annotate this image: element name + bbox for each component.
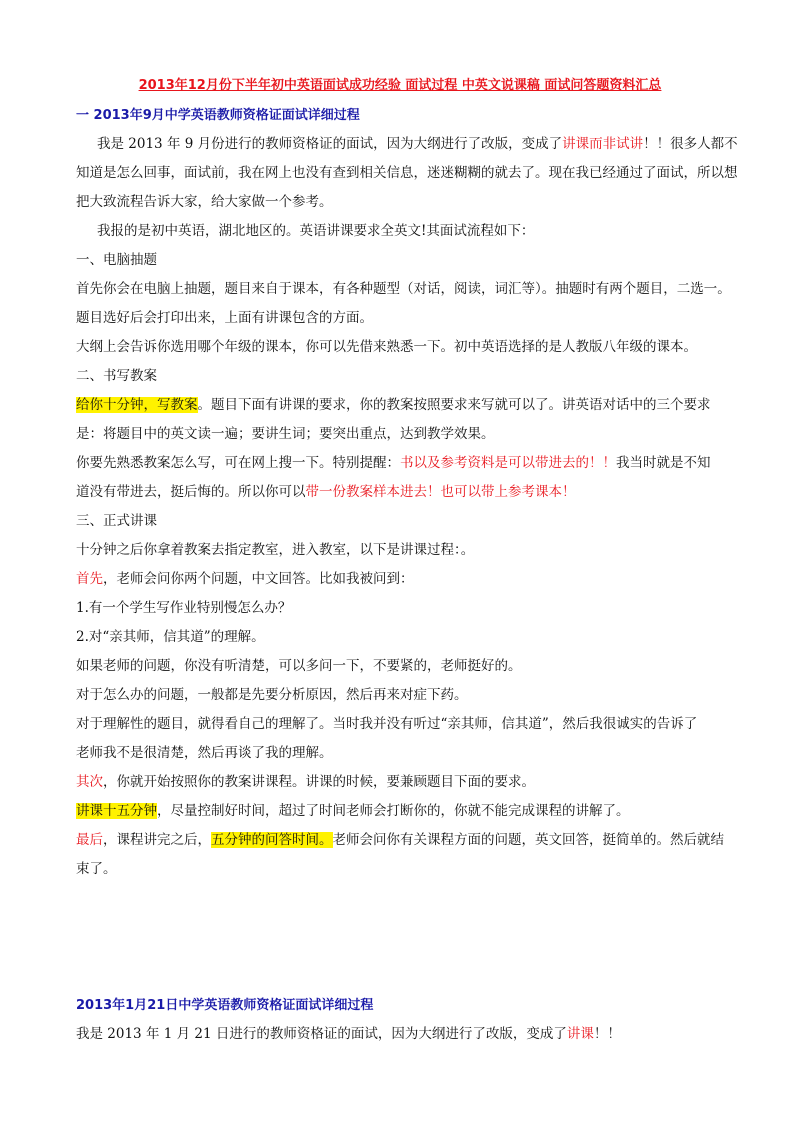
paragraph-1-line-3: 把大致流程告诉大家，给大家做一个参考。 bbox=[76, 194, 333, 210]
paragraph-6-line-1: 你要先熟悉教案怎么写，可在网上搜一下。特别提醒：书以及参考资料是可以带进去的！！我当时就是不知 bbox=[76, 455, 711, 471]
paragraph-3-line-1: 首先你会在电脑上抽题，题目来自于课本，有各种题型（对话，阅读，词汇等）。抽题时有两个题目，二选一。 bbox=[76, 281, 731, 297]
question-2: 2.对“亲其师，信其道”的理解。 bbox=[76, 629, 265, 645]
paragraph-14-line-1: 最后，课程讲完之后，五分钟的问答时间。老师会问你有关课程方面的问题，英文回答，挺简单的。然后就结 bbox=[76, 832, 724, 848]
question-1: 1.有一个学生写作业特别慢怎么办？ bbox=[76, 600, 292, 616]
paragraph-11-line-1: 对于理解性的题目，就得看自己的理解了。当时我并没有听过“亲其师，信其道”，然后我很诚实的告诉了 bbox=[76, 716, 698, 732]
paragraph-13: 讲课十五分钟，尽量控制好时间，超过了时间老师会打断你的，你就不能完成课程的讲解了。 bbox=[76, 803, 630, 819]
paragraph-4: 大纲上会告诉你选用哪个年级的课本，你可以先借来熟悉一下。初中英语选择的是人教版八年级的课本。 bbox=[76, 339, 697, 355]
paragraph-7: 十分钟之后你拿着教案去指定教室，进入教室，以下是讲课过程：。 bbox=[76, 542, 475, 558]
document-title: 2013年12月份下半年初中英语面试成功经验 面试过程 中英文说课稿 面试问答题资料汇总 bbox=[138, 78, 662, 93]
paragraph-5-line-2: 是：将题目中的英文读一遍；要讲生词；要突出重点，达到教学效果。 bbox=[76, 426, 495, 442]
paragraph-11-line-2: 老师我不是很清楚，然后再谈了我的理解。 bbox=[76, 745, 333, 761]
paragraph-3-line-2: 题目选好后会打印出来，上面有讲课包含的方面。 bbox=[76, 310, 373, 326]
heading-lesson-plan: 二、书写教案 bbox=[76, 368, 157, 384]
section-1-heading: 一 2013年9月中学英语教师资格证面试详细过程 bbox=[76, 108, 360, 123]
section-2 bbox=[76, 991, 726, 1049]
paragraph-15: 我是 2013 年 1 月 21 日进行的教师资格证的面试，因为大纲进行了改版，变成了讲课！！ bbox=[76, 1026, 621, 1042]
paragraph-9: 如果老师的问题，你没有听清楚，可以多问一下，不要紧的，老师挺好的。 bbox=[76, 658, 522, 674]
paragraph-5-line-1: 给你十分钟，写教案。题目下面有讲课的要求，你的教案按照要求来写就可以了。讲英语对话中的三个要求 bbox=[76, 397, 711, 413]
paragraph-10: 对于怎么办的问题，一般都是先要分析原因，然后再来对症下药。 bbox=[76, 687, 468, 703]
paragraph-1-line-1: 我是 2013 年 9 月份进行的教师资格证的面试，因为大纲进行了改版，变成了讲课而非试讲！！很多人都不 bbox=[97, 136, 738, 152]
paragraph-2: 我报的是初中英语，湖北地区的。英语讲课要求全英文!其面试流程如下： bbox=[97, 223, 535, 239]
section-1 bbox=[76, 101, 738, 884]
section-2-heading: 2013年1月21日中学英语教师资格证面试详细过程 bbox=[76, 998, 374, 1013]
paragraph-12: 其次，你就开始按照你的教案讲课程。讲课的时候，要兼顾题目下面的要求。 bbox=[76, 774, 535, 790]
paragraph-6-line-2: 道没有带进去，挺后悔的。所以你可以带一份教案样本进去！也可以带上参考课本！ bbox=[76, 484, 576, 500]
paragraph-1-line-2: 知道是怎么回事，面试前，我在网上也没有查到相关信息，迷迷糊糊的就去了。现在我已经通过了面试，所以想 bbox=[76, 165, 738, 181]
heading-formal-lecture: 三、正式讲课 bbox=[76, 513, 157, 529]
paragraph-14-line-2: 束了。 bbox=[76, 861, 117, 877]
paragraph-8: 首先，老师会问你两个问题，中文回答。比如我被问到： bbox=[76, 571, 414, 587]
heading-computer-draw: 一、电脑抽题 bbox=[76, 252, 157, 268]
